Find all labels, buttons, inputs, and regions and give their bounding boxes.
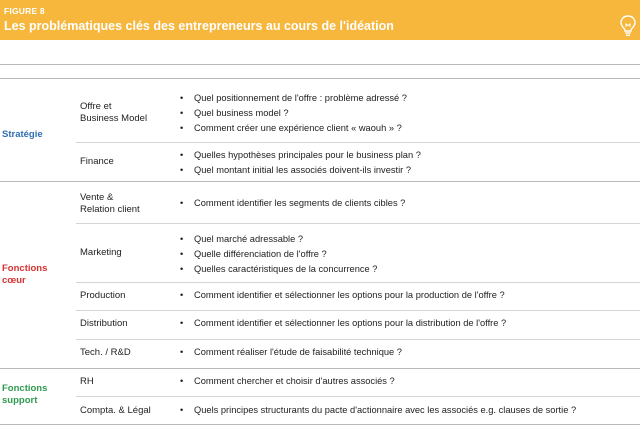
row-label-vente: Vente & Relation client xyxy=(80,192,140,215)
list-item: • Comment chercher et choisir d'autres associés ? xyxy=(180,374,395,389)
row-bullets-compta xyxy=(180,403,576,418)
row-label-distribution: Distribution xyxy=(80,318,128,329)
category-fonctions-support: Fonctions support xyxy=(2,383,48,406)
row-separator xyxy=(76,223,640,224)
top-rule-2 xyxy=(0,78,640,79)
row-label-finance: Finance xyxy=(80,156,114,167)
row-label-marketing: Marketing xyxy=(80,247,122,258)
category-strategie: Stratégie xyxy=(2,129,43,140)
row-separator xyxy=(76,142,640,143)
list-item: • Quel marché adressable ? xyxy=(180,232,377,247)
list-item: • Comment identifier et sélectionner les options pour la distribution de l'offre ? xyxy=(180,316,506,331)
bottom-rule xyxy=(0,424,640,425)
list-item: • Comment créer une expérience client « waouh » ? xyxy=(180,121,407,136)
row-bullets-production xyxy=(180,288,505,303)
row-label-offre-business-model: Offre et Business Model xyxy=(80,101,148,124)
list-item: • Quelles hypothèses principales pour le business plan ? xyxy=(180,148,421,163)
row-separator xyxy=(76,339,640,340)
list-item: • Quels principes structurants du pacte d'actionnaire avec les associés e.g. clauses de sortie ? xyxy=(180,403,576,418)
lightbulb-icon xyxy=(619,14,637,38)
list-item: • Quelles caractéristiques de la concurrence ? xyxy=(180,262,377,277)
row-separator xyxy=(76,310,640,311)
figure-title: Les problématiques clés des entrepreneurs au cours de l'idéation xyxy=(4,19,394,33)
list-item: • Quel business model ? xyxy=(180,106,407,121)
figure-header xyxy=(0,0,640,40)
list-item: • Comment identifier les segments de clients cibles ? xyxy=(180,196,405,211)
list-item: • Comment réaliser l'étude de faisabilité technique ? xyxy=(180,345,402,360)
list-item: • Quel montant initial les associés doivent-ils investir ? xyxy=(180,163,421,178)
row-separator xyxy=(76,282,640,283)
list-item: • Comment identifier et sélectionner les options pour la production de l'offre ? xyxy=(180,288,505,303)
row-separator xyxy=(76,396,640,397)
row-label-production: Production xyxy=(80,290,126,301)
row-bullets-offre xyxy=(180,91,407,136)
row-bullets-rh xyxy=(180,374,395,389)
row-label-compta-legal: Compta. & Légal xyxy=(80,405,151,416)
row-label-rh: RH xyxy=(80,376,94,387)
category-fonctions-coeur: Fonctions cœur xyxy=(2,263,48,286)
row-bullets-distribution xyxy=(180,316,506,331)
section-rule xyxy=(0,368,640,369)
figure-label: FIGURE 8 xyxy=(4,6,45,16)
list-item: • Quel positionnement de l'offre : problème adressé ? xyxy=(180,91,407,106)
row-bullets-vente xyxy=(180,196,405,211)
row-bullets-marketing xyxy=(180,232,377,277)
row-bullets-tech xyxy=(180,345,402,360)
row-label-tech-rd: Tech. / R&D xyxy=(80,347,131,358)
list-item: • Quelle différenciation de l'offre ? xyxy=(180,247,377,262)
section-rule xyxy=(0,181,640,182)
top-rule xyxy=(0,64,640,65)
row-bullets-finance xyxy=(180,148,421,178)
